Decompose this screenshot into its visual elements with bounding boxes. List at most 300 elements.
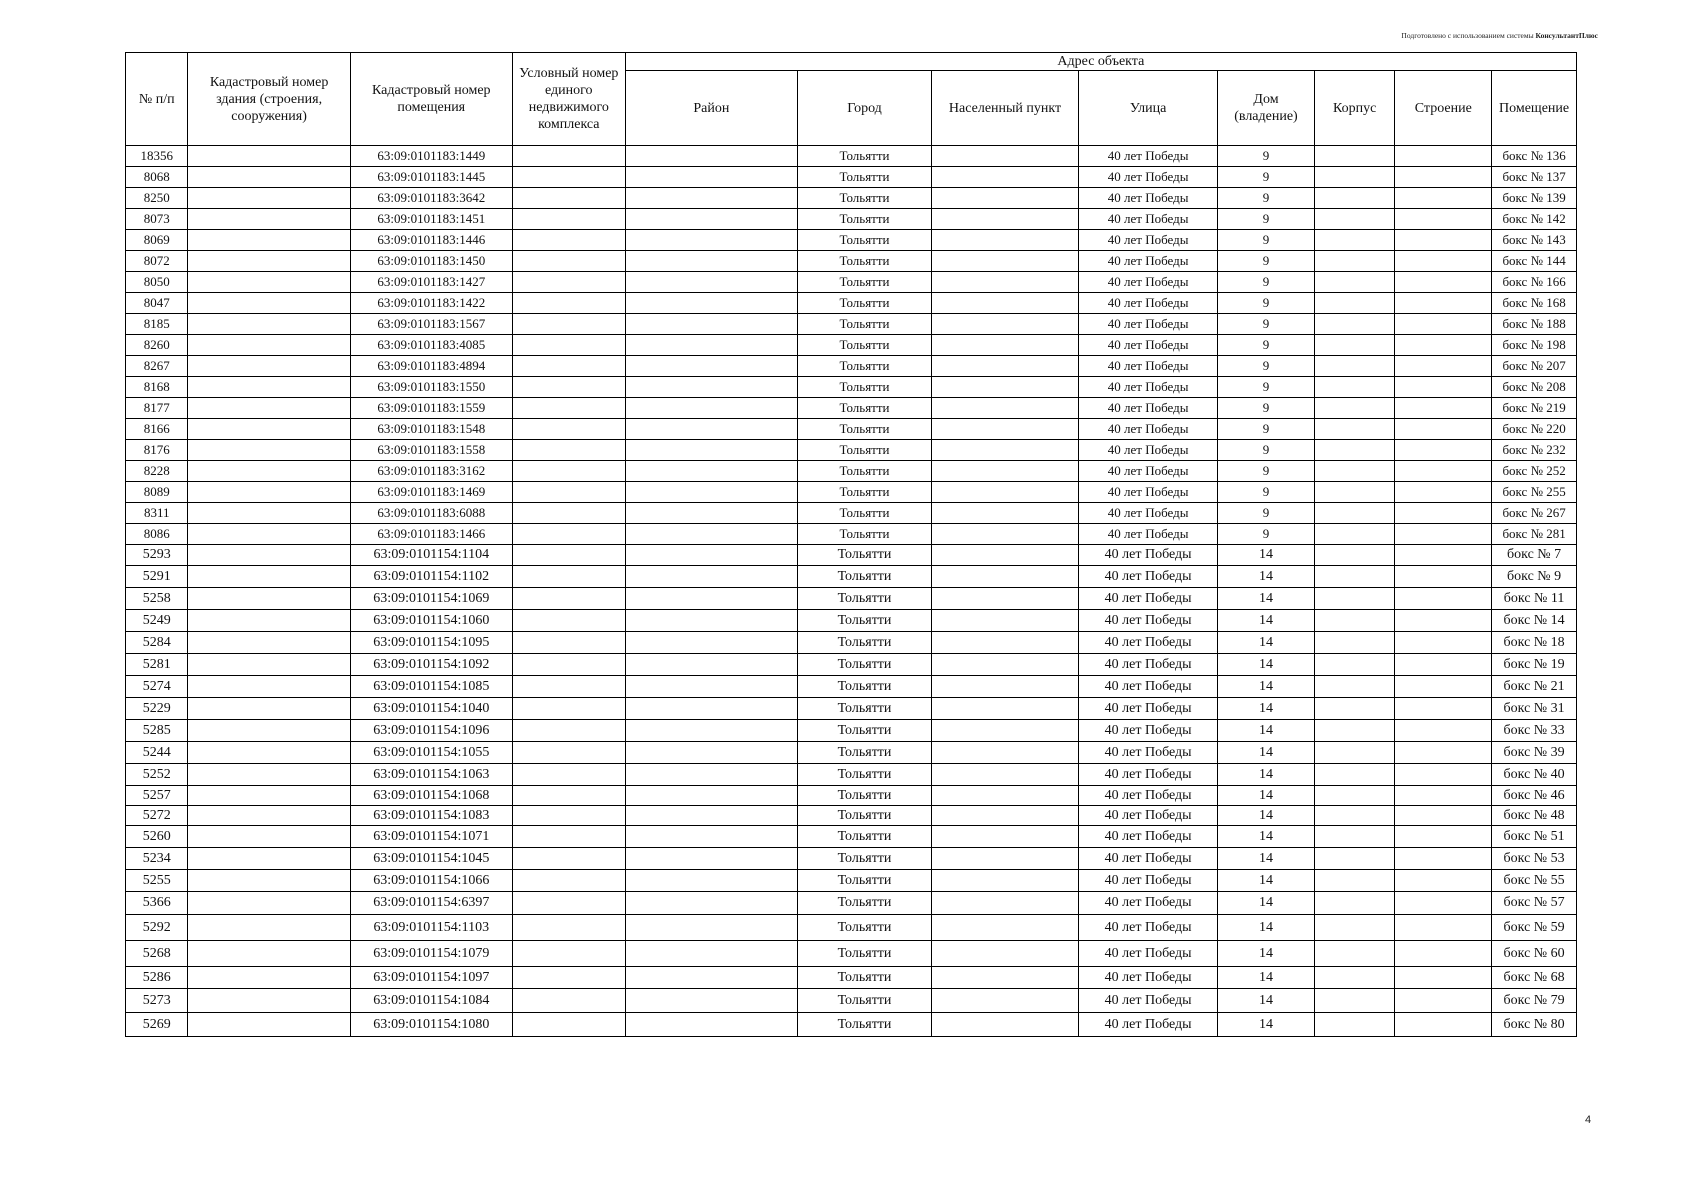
- cell-settlement: [932, 167, 1079, 188]
- cell-num: 5260: [126, 826, 188, 848]
- cell-street: 40 лет Победы: [1079, 892, 1218, 915]
- cell-building: [188, 377, 350, 398]
- cell-house: 14: [1218, 764, 1315, 786]
- table-row: [126, 356, 1577, 377]
- cell-korpus: [1314, 742, 1395, 764]
- cell-city: Тольятти: [798, 676, 932, 698]
- table-row: [126, 588, 1577, 610]
- cell-stroenie: [1395, 188, 1492, 209]
- cell-num: 8089: [126, 482, 188, 503]
- cell-conditional: [512, 967, 625, 989]
- cell-stroenie: [1395, 482, 1492, 503]
- cell-conditional: [512, 720, 625, 742]
- cell-pomeshchenie: бокс № 31: [1492, 698, 1577, 720]
- cell-settlement: [932, 915, 1079, 941]
- cell-pomeshchenie: бокс № 220: [1492, 419, 1577, 440]
- cell-city: Тольятти: [798, 941, 932, 967]
- cell-building: [188, 941, 350, 967]
- cell-settlement: [932, 742, 1079, 764]
- cell-stroenie: [1395, 356, 1492, 377]
- cell-stroenie: [1395, 545, 1492, 566]
- cell-building: [188, 419, 350, 440]
- cell-pomeshchenie: бокс № 59: [1492, 915, 1577, 941]
- cell-house: 9: [1218, 524, 1315, 545]
- cell-room: 63:09:0101154:1069: [350, 588, 512, 610]
- header-conditional-number: Условный номер единого недвижимого комплекса: [512, 53, 625, 146]
- cell-stroenie: [1395, 989, 1492, 1013]
- cell-settlement: [932, 610, 1079, 632]
- cell-room: 63:09:0101154:1045: [350, 848, 512, 870]
- cell-num: 8177: [126, 398, 188, 419]
- cell-pomeshchenie: бокс № 9: [1492, 566, 1577, 588]
- table-row: [126, 272, 1577, 293]
- table-row: [126, 167, 1577, 188]
- cell-rayon: [625, 209, 797, 230]
- registry-table: [125, 52, 1577, 1037]
- cell-city: Тольятти: [798, 440, 932, 461]
- cell-stroenie: [1395, 941, 1492, 967]
- cell-building: [188, 764, 350, 786]
- cell-street: 40 лет Победы: [1079, 848, 1218, 870]
- table-row: [126, 230, 1577, 251]
- table-row: [126, 209, 1577, 230]
- cell-rayon: [625, 967, 797, 989]
- cell-building: [188, 632, 350, 654]
- cell-street: 40 лет Победы: [1079, 786, 1218, 806]
- cell-conditional: [512, 167, 625, 188]
- cell-room: 63:09:0101154:1060: [350, 610, 512, 632]
- cell-house: 14: [1218, 826, 1315, 848]
- cell-pomeshchenie: бокс № 207: [1492, 356, 1577, 377]
- cell-city: Тольятти: [798, 461, 932, 482]
- cell-building: [188, 335, 350, 356]
- cell-stroenie: [1395, 230, 1492, 251]
- cell-house: 14: [1218, 848, 1315, 870]
- header-settlement: Населенный пункт: [932, 71, 1079, 146]
- cell-rayon: [625, 398, 797, 419]
- cell-building: [188, 610, 350, 632]
- cell-korpus: [1314, 209, 1395, 230]
- cell-house: 9: [1218, 461, 1315, 482]
- cell-street: 40 лет Победы: [1079, 720, 1218, 742]
- cell-rayon: [625, 230, 797, 251]
- header-house: Дом (владение): [1218, 71, 1315, 146]
- cell-num: 8267: [126, 356, 188, 377]
- cell-settlement: [932, 764, 1079, 786]
- cell-city: Тольятти: [798, 230, 932, 251]
- cell-num: 5292: [126, 915, 188, 941]
- cell-rayon: [625, 806, 797, 826]
- cell-num: 5249: [126, 610, 188, 632]
- cell-korpus: [1314, 826, 1395, 848]
- cell-korpus: [1314, 146, 1395, 167]
- cell-rayon: [625, 698, 797, 720]
- cell-house: 14: [1218, 566, 1315, 588]
- cell-building: [188, 356, 350, 377]
- cell-pomeshchenie: бокс № 143: [1492, 230, 1577, 251]
- cell-conditional: [512, 356, 625, 377]
- cell-conditional: [512, 314, 625, 335]
- cell-city: Тольятти: [798, 545, 932, 566]
- cell-pomeshchenie: бокс № 40: [1492, 764, 1577, 786]
- cell-street: 40 лет Победы: [1079, 698, 1218, 720]
- cell-building: [188, 314, 350, 335]
- cell-building: [188, 720, 350, 742]
- cell-building: [188, 870, 350, 892]
- cell-rayon: [625, 742, 797, 764]
- cell-rayon: [625, 610, 797, 632]
- cell-settlement: [932, 967, 1079, 989]
- cell-num: 8050: [126, 272, 188, 293]
- prepared-note: [1401, 31, 1598, 40]
- cell-house: 9: [1218, 503, 1315, 524]
- cell-conditional: [512, 461, 625, 482]
- cell-room: 63:09:0101154:1096: [350, 720, 512, 742]
- cell-stroenie: [1395, 440, 1492, 461]
- cell-pomeshchenie: бокс № 57: [1492, 892, 1577, 915]
- cell-building: [188, 654, 350, 676]
- table-row: [126, 293, 1577, 314]
- cell-settlement: [932, 720, 1079, 742]
- cell-stroenie: [1395, 1013, 1492, 1037]
- cell-rayon: [625, 524, 797, 545]
- cell-settlement: [932, 293, 1079, 314]
- cell-num: 8072: [126, 251, 188, 272]
- cell-korpus: [1314, 440, 1395, 461]
- cell-korpus: [1314, 698, 1395, 720]
- cell-korpus: [1314, 167, 1395, 188]
- table-row: [126, 314, 1577, 335]
- cell-conditional: [512, 545, 625, 566]
- cell-building: [188, 398, 350, 419]
- cell-stroenie: [1395, 398, 1492, 419]
- cell-house: 9: [1218, 356, 1315, 377]
- cell-rayon: [625, 461, 797, 482]
- cell-house: 14: [1218, 915, 1315, 941]
- table-row: [126, 632, 1577, 654]
- cell-house: 14: [1218, 941, 1315, 967]
- cell-num: 5269: [126, 1013, 188, 1037]
- cell-conditional: [512, 848, 625, 870]
- cell-rayon: [625, 188, 797, 209]
- table-row: [126, 654, 1577, 676]
- cell-street: 40 лет Победы: [1079, 941, 1218, 967]
- cell-settlement: [932, 698, 1079, 720]
- cell-stroenie: [1395, 461, 1492, 482]
- cell-settlement: [932, 1013, 1079, 1037]
- cell-house: 9: [1218, 419, 1315, 440]
- table-row: [126, 676, 1577, 698]
- cell-room: 63:09:0101154:1104: [350, 545, 512, 566]
- cell-rayon: [625, 314, 797, 335]
- cell-room: 63:09:0101154:1103: [350, 915, 512, 941]
- table-row: [126, 742, 1577, 764]
- table-row: [126, 967, 1577, 989]
- cell-stroenie: [1395, 720, 1492, 742]
- cell-settlement: [932, 806, 1079, 826]
- cell-street: 40 лет Победы: [1079, 870, 1218, 892]
- cell-stroenie: [1395, 742, 1492, 764]
- cell-street: 40 лет Победы: [1079, 146, 1218, 167]
- cell-rayon: [625, 440, 797, 461]
- cell-house: 14: [1218, 742, 1315, 764]
- cell-house: 14: [1218, 870, 1315, 892]
- cell-settlement: [932, 503, 1079, 524]
- table-body: [126, 146, 1577, 1037]
- cell-house: 14: [1218, 806, 1315, 826]
- cell-stroenie: [1395, 146, 1492, 167]
- cell-settlement: [932, 209, 1079, 230]
- cell-conditional: [512, 188, 625, 209]
- cell-rayon: [625, 989, 797, 1013]
- cell-city: Тольятти: [798, 188, 932, 209]
- cell-pomeshchenie: бокс № 137: [1492, 167, 1577, 188]
- cell-korpus: [1314, 632, 1395, 654]
- cell-room: 63:09:0101154:1084: [350, 989, 512, 1013]
- cell-room: 63:09:0101183:3642: [350, 188, 512, 209]
- cell-stroenie: [1395, 892, 1492, 915]
- cell-num: 5252: [126, 764, 188, 786]
- cell-street: 40 лет Победы: [1079, 967, 1218, 989]
- cell-settlement: [932, 566, 1079, 588]
- cell-room: 63:09:0101154:1080: [350, 1013, 512, 1037]
- cell-num: 8069: [126, 230, 188, 251]
- cell-city: Тольятти: [798, 720, 932, 742]
- cell-room: 63:09:0101154:1085: [350, 676, 512, 698]
- cell-pomeshchenie: бокс № 281: [1492, 524, 1577, 545]
- cell-room: 63:09:0101183:1469: [350, 482, 512, 503]
- cell-house: 14: [1218, 610, 1315, 632]
- table-row: [126, 870, 1577, 892]
- cell-settlement: [932, 146, 1079, 167]
- cell-street: 40 лет Победы: [1079, 314, 1218, 335]
- table-row: [126, 398, 1577, 419]
- cell-rayon: [625, 892, 797, 915]
- cell-building: [188, 188, 350, 209]
- cell-conditional: [512, 440, 625, 461]
- cell-num: 8228: [126, 461, 188, 482]
- cell-pomeshchenie: бокс № 79: [1492, 989, 1577, 1013]
- cell-korpus: [1314, 314, 1395, 335]
- cell-pomeshchenie: бокс № 139: [1492, 188, 1577, 209]
- cell-street: 40 лет Победы: [1079, 989, 1218, 1013]
- cell-city: Тольятти: [798, 377, 932, 398]
- cell-rayon: [625, 848, 797, 870]
- cell-pomeshchenie: бокс № 136: [1492, 146, 1577, 167]
- header-address-group: Адрес объекта: [625, 53, 1576, 71]
- cell-building: [188, 676, 350, 698]
- cell-num: 8168: [126, 377, 188, 398]
- cell-building: [188, 892, 350, 915]
- cell-num: 5281: [126, 654, 188, 676]
- table-row: [126, 440, 1577, 461]
- cell-city: Тольятти: [798, 786, 932, 806]
- cell-conditional: [512, 272, 625, 293]
- cell-rayon: [625, 1013, 797, 1037]
- cell-korpus: [1314, 272, 1395, 293]
- cell-street: 40 лет Победы: [1079, 398, 1218, 419]
- cell-city: Тольятти: [798, 742, 932, 764]
- cell-house: 9: [1218, 230, 1315, 251]
- cell-room: 63:09:0101154:1068: [350, 786, 512, 806]
- cell-house: 9: [1218, 167, 1315, 188]
- cell-pomeshchenie: бокс № 55: [1492, 870, 1577, 892]
- cell-house: 9: [1218, 377, 1315, 398]
- cell-street: 40 лет Победы: [1079, 272, 1218, 293]
- cell-stroenie: [1395, 272, 1492, 293]
- cell-num: 8166: [126, 419, 188, 440]
- table-header: [126, 53, 1577, 146]
- cell-street: 40 лет Победы: [1079, 524, 1218, 545]
- cell-building: [188, 848, 350, 870]
- cell-num: 18356: [126, 146, 188, 167]
- cell-house: 14: [1218, 967, 1315, 989]
- cell-room: 63:09:0101183:4085: [350, 335, 512, 356]
- table-row: [126, 503, 1577, 524]
- cell-pomeshchenie: бокс № 252: [1492, 461, 1577, 482]
- cell-conditional: [512, 419, 625, 440]
- cell-rayon: [625, 272, 797, 293]
- cell-settlement: [932, 892, 1079, 915]
- cell-rayon: [625, 632, 797, 654]
- cell-street: 40 лет Победы: [1079, 915, 1218, 941]
- cell-num: 8260: [126, 335, 188, 356]
- table-row: [126, 1013, 1577, 1037]
- cell-room: 63:09:0101183:1558: [350, 440, 512, 461]
- cell-rayon: [625, 566, 797, 588]
- cell-room: 63:09:0101154:1063: [350, 764, 512, 786]
- cell-conditional: [512, 1013, 625, 1037]
- cell-settlement: [932, 654, 1079, 676]
- cell-building: [188, 915, 350, 941]
- cell-room: 63:09:0101154:1092: [350, 654, 512, 676]
- cell-korpus: [1314, 892, 1395, 915]
- cell-house: 14: [1218, 989, 1315, 1013]
- cell-building: [188, 272, 350, 293]
- cell-rayon: [625, 377, 797, 398]
- cell-city: Тольятти: [798, 272, 932, 293]
- cell-building: [188, 167, 350, 188]
- cell-house: 9: [1218, 482, 1315, 503]
- cell-city: Тольятти: [798, 419, 932, 440]
- cell-settlement: [932, 786, 1079, 806]
- cell-num: 8086: [126, 524, 188, 545]
- cell-room: 63:09:0101154:1079: [350, 941, 512, 967]
- cell-house: 14: [1218, 545, 1315, 566]
- header-num: № п/п: [126, 53, 188, 146]
- cell-settlement: [932, 676, 1079, 698]
- cell-city: Тольятти: [798, 698, 932, 720]
- cell-street: 40 лет Победы: [1079, 251, 1218, 272]
- table-row: [126, 698, 1577, 720]
- cell-settlement: [932, 314, 1079, 335]
- cell-street: 40 лет Победы: [1079, 419, 1218, 440]
- cell-rayon: [625, 167, 797, 188]
- cell-korpus: [1314, 188, 1395, 209]
- cell-house: 14: [1218, 588, 1315, 610]
- cell-building: [188, 826, 350, 848]
- cell-num: 5244: [126, 742, 188, 764]
- table-row: [126, 915, 1577, 941]
- cell-num: 5273: [126, 989, 188, 1013]
- cell-korpus: [1314, 461, 1395, 482]
- cell-conditional: [512, 915, 625, 941]
- cell-street: 40 лет Победы: [1079, 335, 1218, 356]
- cell-city: Тольятти: [798, 293, 932, 314]
- cell-settlement: [932, 335, 1079, 356]
- cell-num: 5286: [126, 967, 188, 989]
- cell-num: 5229: [126, 698, 188, 720]
- cell-room: 63:09:0101154:6397: [350, 892, 512, 915]
- cell-num: 5234: [126, 848, 188, 870]
- cell-pomeshchenie: бокс № 80: [1492, 1013, 1577, 1037]
- table-row: [126, 566, 1577, 588]
- cell-korpus: [1314, 503, 1395, 524]
- cell-building: [188, 461, 350, 482]
- header-room-cadastral: Кадастровый номер помещения: [350, 53, 512, 146]
- cell-conditional: [512, 892, 625, 915]
- header-street: Улица: [1079, 71, 1218, 146]
- cell-room: 63:09:0101154:1083: [350, 806, 512, 826]
- cell-rayon: [625, 915, 797, 941]
- cell-settlement: [932, 989, 1079, 1013]
- cell-city: Тольятти: [798, 251, 932, 272]
- cell-korpus: [1314, 398, 1395, 419]
- header-pomeshchenie: Помещение: [1492, 71, 1577, 146]
- table-row: [126, 989, 1577, 1013]
- cell-pomeshchenie: бокс № 21: [1492, 676, 1577, 698]
- cell-num: 8185: [126, 314, 188, 335]
- cell-street: 40 лет Победы: [1079, 377, 1218, 398]
- cell-settlement: [932, 826, 1079, 848]
- cell-conditional: [512, 482, 625, 503]
- cell-room: 63:09:0101183:1449: [350, 146, 512, 167]
- table-row: [126, 848, 1577, 870]
- cell-conditional: [512, 870, 625, 892]
- cell-korpus: [1314, 293, 1395, 314]
- cell-room: 63:09:0101154:1040: [350, 698, 512, 720]
- cell-building: [188, 293, 350, 314]
- cell-street: 40 лет Победы: [1079, 610, 1218, 632]
- cell-korpus: [1314, 588, 1395, 610]
- cell-building: [188, 524, 350, 545]
- cell-conditional: [512, 676, 625, 698]
- cell-rayon: [625, 146, 797, 167]
- cell-conditional: [512, 786, 625, 806]
- header-building-cadastral: Кадастровый номер здания (строения, сооружения): [188, 53, 350, 146]
- cell-stroenie: [1395, 524, 1492, 545]
- cell-pomeshchenie: бокс № 11: [1492, 588, 1577, 610]
- cell-house: 14: [1218, 698, 1315, 720]
- cell-stroenie: [1395, 610, 1492, 632]
- table-row: [126, 545, 1577, 566]
- header-korpus: Корпус: [1314, 71, 1395, 146]
- table-row: [126, 482, 1577, 503]
- cell-pomeshchenie: бокс № 7: [1492, 545, 1577, 566]
- cell-pomeshchenie: бокс № 166: [1492, 272, 1577, 293]
- cell-settlement: [932, 398, 1079, 419]
- cell-num: 5268: [126, 941, 188, 967]
- cell-city: Тольятти: [798, 989, 932, 1013]
- cell-korpus: [1314, 720, 1395, 742]
- cell-pomeshchenie: бокс № 142: [1492, 209, 1577, 230]
- cell-building: [188, 967, 350, 989]
- cell-num: 5366: [126, 892, 188, 915]
- cell-conditional: [512, 398, 625, 419]
- prepared-note-brand: КонсультантПлюс: [1535, 31, 1598, 40]
- cell-pomeshchenie: бокс № 232: [1492, 440, 1577, 461]
- cell-num: 5257: [126, 786, 188, 806]
